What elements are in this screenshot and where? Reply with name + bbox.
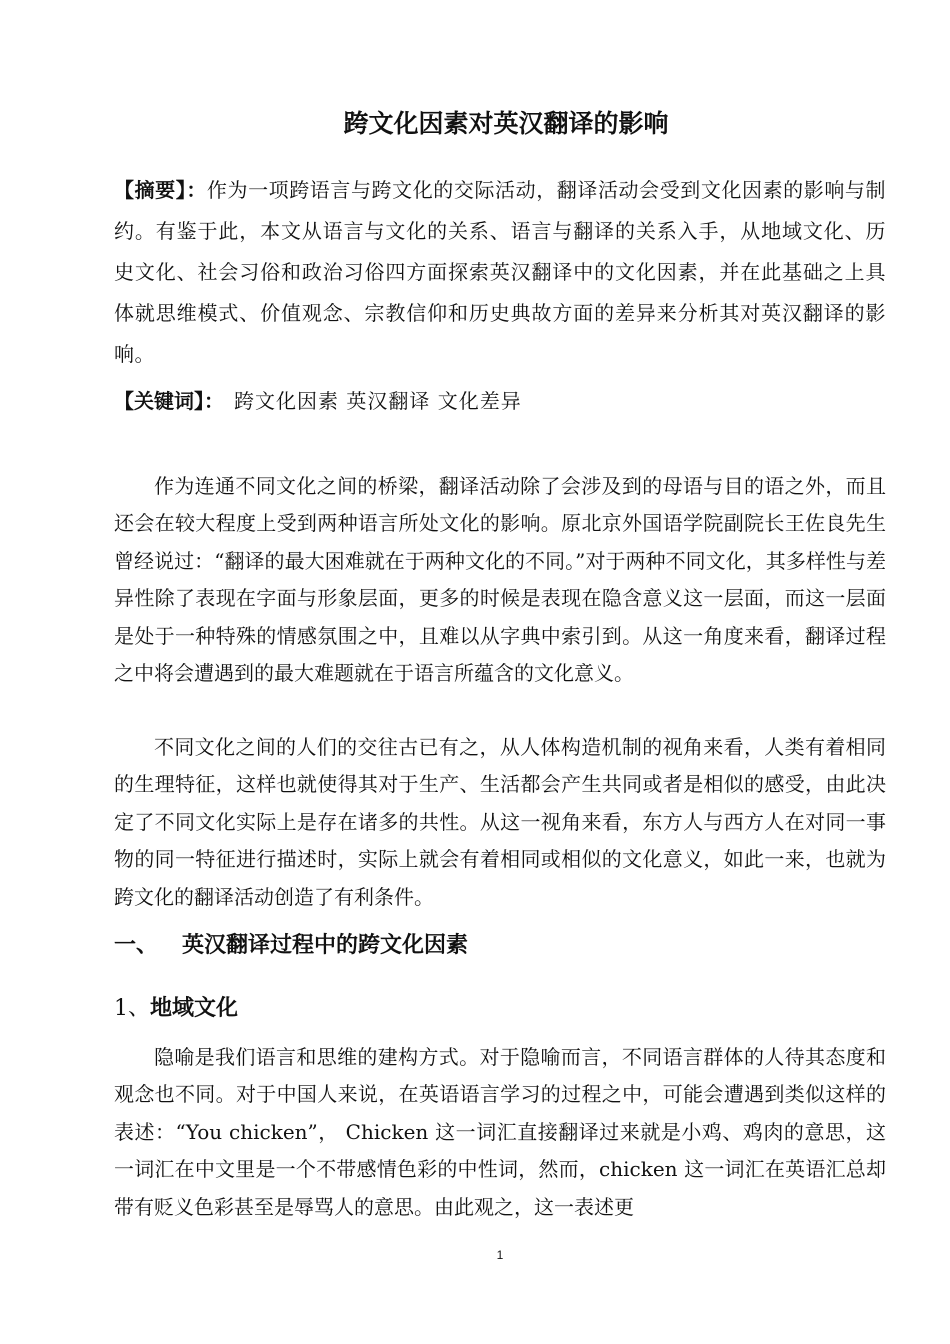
- section-heading-1: [114, 926, 468, 966]
- subsection-heading-1-number: 1、: [114, 996, 150, 1021]
- abstract-label: 【摘要】：: [114, 178, 207, 202]
- keywords: [114, 381, 886, 421]
- section-heading-1-number: 一、: [114, 933, 159, 958]
- paragraph-2: 不同文化之间的人们的交往古已有之，从人体构造机制的视角来看，人类有着相同的生理特征，这样也就使得其对于生产、生活都会产生共同或者是相似的感受，由此决定了不同文化实际上是存在诸多的共性。从这一视角来看，东方人与西方人在对同一事物的同一特征进行描述时，实际上就会有着相同或相似的文化意义，如此一来，也就为跨文化的翻译活动创造了有利条件。: [114, 735, 886, 909]
- paragraph-1: 作为连通不同文化之间的桥梁，翻译活动除了会涉及到的母语与目的语之外，而且还会在较大程度上受到两种语言所处文化的影响。原北京外国语学院副院长王佐良先生曾经说过：“翻译的最大困难就在于两种文化的不同。”对于两种不同文化，其多样性与差异性除了表现在字面与形象层面，更多的时候是表现在隐含意义这一层面，而这一层面是处于一种特殊的情感氛围之中，且难以从字典中索引到。从这一角度来看，翻译过程之中将会遭遇到的最大难题就在于语言所蕴含的文化意义。: [114, 474, 886, 686]
- page-number: 1: [496, 1248, 504, 1262]
- subsection-heading-1-text: 地域文化: [150, 996, 239, 1021]
- keywords-label: 【关键词】：: [114, 389, 224, 413]
- abstract: [114, 170, 886, 375]
- subsection-heading-1: [114, 988, 238, 1029]
- section-heading-1-text: 英汉翻译过程中的跨文化因素: [182, 933, 469, 958]
- abstract-text: 作为一项跨语言与跨文化的交际活动，翻译活动会受到文化因素的影响与制约。有鉴于此，本文从语言与文化的关系、语言与翻译的关系入手，从地域文化、历史文化、社会习俗和政治习俗四方面探索英汉翻译中的文化因素，并在此基础之上具体就思维模式、价值观念、宗教信仰和历史典故方面的差异来分析其对英汉翻译的影响。: [114, 178, 887, 366]
- paragraph-3: 隐喻是我们语言和思维的建构方式。对于隐喻而言，不同语言群体的人待其态度和观念也不同。对于中国人来说，在英语语言学习的过程之中，可能会遭遇到类似这样的表述：“You chicken”， Chicken 这一词汇直接翻译过来就是小鸡、鸡肉的意思，这一词汇在中文里是一个不带感情色彩的中性词，然而，chicken 这一词汇在英语汇总却带有贬义色彩甚至是辱骂人的意思。由此观之，这一表述更: [114, 1045, 886, 1219]
- document-title: 跨文化因素对英汉翻译的影响: [343, 109, 669, 138]
- keywords-text: 跨文化因素 英汉翻译 文化差异: [234, 389, 522, 413]
